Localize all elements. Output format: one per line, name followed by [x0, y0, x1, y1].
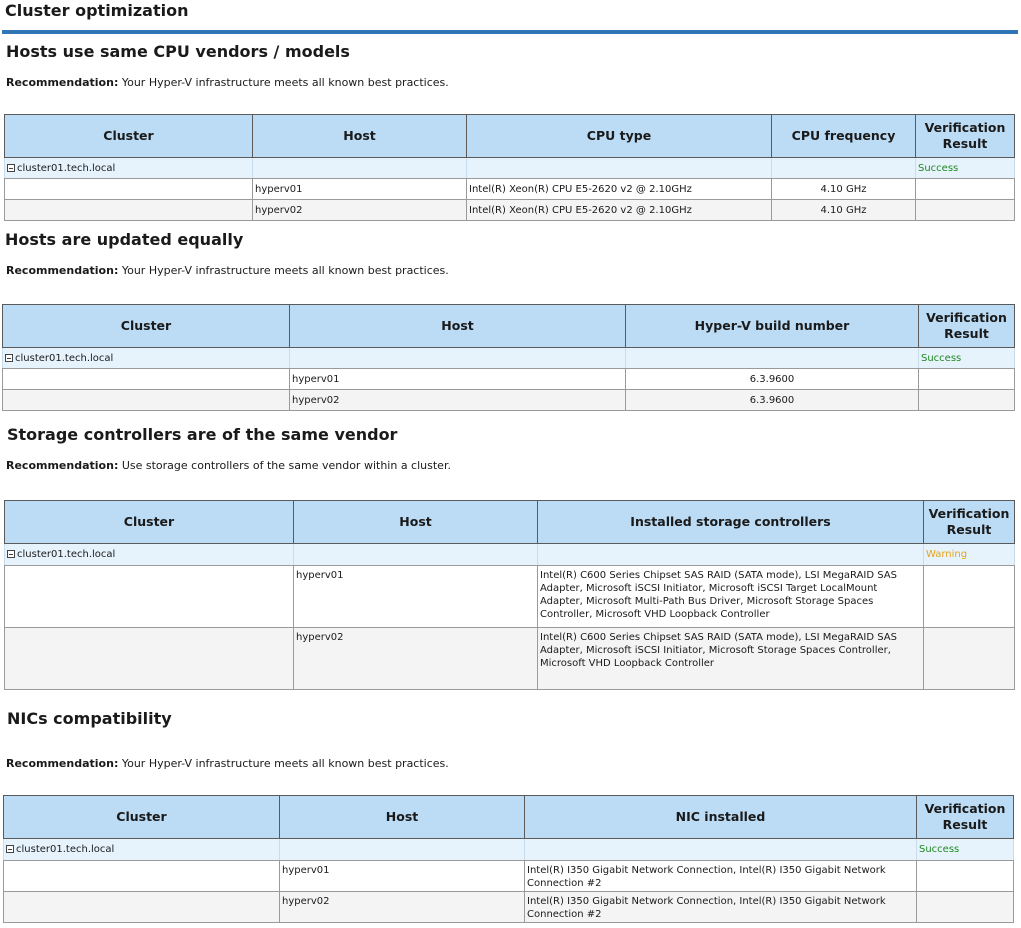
- recommendation-label: Recommendation:: [6, 76, 119, 89]
- recommendation-text: Your Hyper-V infrastructure meets all known best practices.: [118, 76, 449, 89]
- recommendation-storage: [6, 459, 451, 472]
- recommendation-nics: [6, 757, 449, 770]
- cluster-name: cluster01.tech.local: [15, 352, 114, 364]
- col-cluster[interactable]: Cluster: [5, 501, 294, 544]
- result-success: Success: [916, 158, 1015, 179]
- table-row: [5, 200, 1015, 221]
- cpu-type-cell: Intel(R) Xeon(R) CPU E5-2620 v2 @ 2.10GHz: [467, 179, 772, 200]
- host-cell: hyperv01: [294, 566, 538, 628]
- cpu-type-cell: Intel(R) Xeon(R) CPU E5-2620 v2 @ 2.10GHz: [467, 200, 772, 221]
- storage-controllers-cell: Intel(R) C600 Series Chipset SAS RAID (SATA mode), LSI MegaRAID SAS Adapter, Microsoft iSCSI Initiator, Microsoft iSCSI Target LocalMount Adapter, Microsoft Multi-Path Bus Driver, Microsoft Storage Spaces Controller, Microsoft VHD Loopback Controller: [538, 566, 924, 628]
- cluster-name: cluster01.tech.local: [16, 844, 115, 855]
- build-number-cell: 6.3.9600: [626, 390, 919, 411]
- cpu-frequency-cell: 4.10 GHz: [772, 179, 916, 200]
- result-warning: Warning: [924, 544, 1015, 566]
- col-host[interactable]: Host: [294, 501, 538, 544]
- host-cell: hyperv02: [280, 892, 525, 923]
- result-success: Success: [917, 839, 1014, 861]
- cluster-name: cluster01.tech.local: [17, 162, 116, 174]
- host-cell: hyperv01: [253, 179, 467, 200]
- table-row: [5, 179, 1015, 200]
- table-row: [5, 566, 1015, 628]
- table-row: [3, 369, 1015, 390]
- recommendation-label: Recommendation:: [6, 264, 119, 277]
- col-verification-result[interactable]: Verification Result: [917, 796, 1014, 839]
- host-cell: hyperv02: [253, 200, 467, 221]
- cluster-cell[interactable]: [4, 839, 280, 861]
- col-cluster[interactable]: Cluster: [4, 796, 280, 839]
- collapse-icon[interactable]: [6, 845, 14, 853]
- cpu-frequency-cell: 4.10 GHz: [772, 200, 916, 221]
- col-verification-result[interactable]: Verification Result: [916, 115, 1015, 158]
- section-title-storage: Storage controllers are of the same vendor: [7, 425, 398, 444]
- col-verification-result[interactable]: Verification Result: [924, 501, 1015, 544]
- cpu-table: [4, 114, 1015, 221]
- recommendation-text: Use storage controllers of the same vendor within a cluster.: [118, 459, 451, 472]
- storage-table: [4, 500, 1015, 690]
- nic-cell: Intel(R) I350 Gigabit Network Connection, Intel(R) I350 Gigabit Network Connection #2: [525, 892, 917, 923]
- recommendation-label: Recommendation:: [6, 757, 119, 770]
- collapse-icon[interactable]: [7, 164, 15, 172]
- collapse-icon[interactable]: [5, 354, 13, 362]
- page-title: Cluster optimization: [5, 1, 189, 20]
- recommendation-updates: [6, 264, 449, 277]
- recommendation-text: Your Hyper-V infrastructure meets all known best practices.: [118, 757, 449, 770]
- group-row[interactable]: [3, 348, 1015, 369]
- col-build-number[interactable]: Hyper-V build number: [626, 305, 919, 348]
- cluster-cell[interactable]: [3, 348, 290, 369]
- col-storage-controllers[interactable]: Installed storage controllers: [538, 501, 924, 544]
- recommendation-cpu: [6, 76, 449, 89]
- result-success: Success: [919, 348, 1015, 369]
- col-host[interactable]: Host: [280, 796, 525, 839]
- table-row: [4, 861, 1014, 892]
- host-cell: hyperv02: [290, 390, 626, 411]
- table-header: [4, 796, 1014, 839]
- table-header: [5, 115, 1015, 158]
- col-verification-result[interactable]: Verification Result: [919, 305, 1015, 348]
- section-title-updates: Hosts are updated equally: [5, 230, 244, 249]
- group-row[interactable]: [4, 839, 1014, 861]
- build-table: [2, 304, 1015, 411]
- group-row[interactable]: [5, 158, 1015, 179]
- host-cell: hyperv01: [290, 369, 626, 390]
- nic-table: [3, 795, 1014, 923]
- cluster-cell[interactable]: [5, 158, 253, 179]
- collapse-icon[interactable]: [7, 550, 15, 558]
- table-header: [5, 501, 1015, 544]
- col-cpu-type[interactable]: CPU type: [467, 115, 772, 158]
- table-row: [5, 628, 1015, 690]
- table-row: [3, 390, 1015, 411]
- section-title-nics: NICs compatibility: [7, 709, 172, 728]
- col-cluster[interactable]: Cluster: [5, 115, 253, 158]
- col-nic-installed[interactable]: NIC installed: [525, 796, 917, 839]
- col-cpu-frequency[interactable]: CPU frequency: [772, 115, 916, 158]
- col-host[interactable]: Host: [253, 115, 467, 158]
- col-cluster[interactable]: Cluster: [3, 305, 290, 348]
- table-row: [4, 892, 1014, 923]
- col-host[interactable]: Host: [290, 305, 626, 348]
- cluster-name: cluster01.tech.local: [17, 549, 116, 560]
- recommendation-label: Recommendation:: [6, 459, 119, 472]
- nic-cell: Intel(R) I350 Gigabit Network Connection, Intel(R) I350 Gigabit Network Connection #2: [525, 861, 917, 892]
- section-title-cpu: Hosts use same CPU vendors / models: [6, 42, 350, 61]
- table-header: [3, 305, 1015, 348]
- cluster-cell[interactable]: [5, 544, 294, 566]
- title-divider: [2, 30, 1018, 34]
- build-number-cell: 6.3.9600: [626, 369, 919, 390]
- recommendation-text: Your Hyper-V infrastructure meets all known best practices.: [118, 264, 449, 277]
- host-cell: hyperv02: [294, 628, 538, 690]
- group-row[interactable]: [5, 544, 1015, 566]
- host-cell: hyperv01: [280, 861, 525, 892]
- storage-controllers-cell: Intel(R) C600 Series Chipset SAS RAID (SATA mode), LSI MegaRAID SAS Adapter, Microsoft iSCSI Initiator, Microsoft Storage Spaces Controller, Microsoft VHD Loopback Controller: [538, 628, 924, 690]
